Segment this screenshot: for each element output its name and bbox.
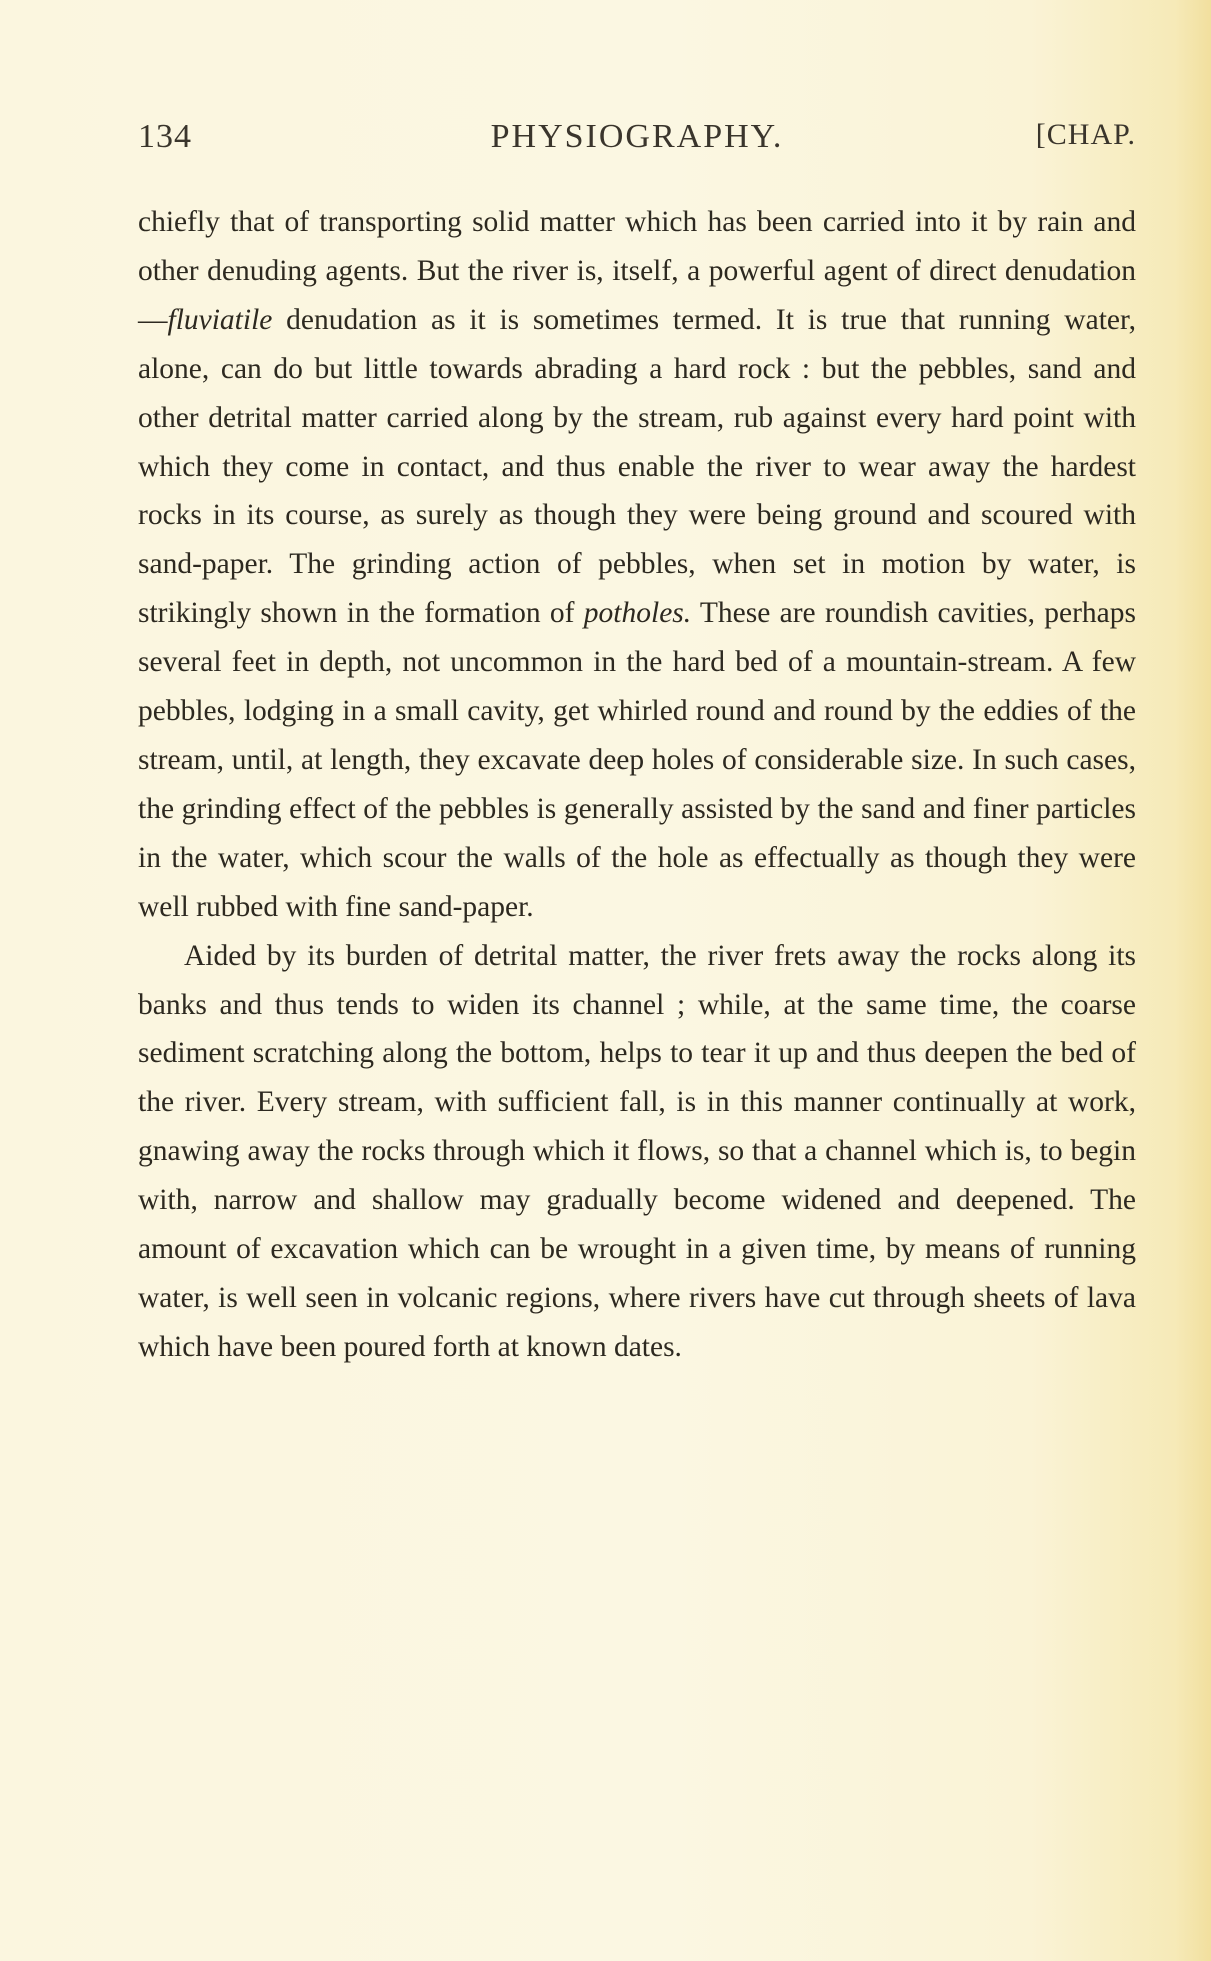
italic-term-potholes: potholes. <box>583 597 692 630</box>
paragraph-1 <box>138 198 1136 932</box>
page-header <box>138 118 1136 168</box>
paragraph-2: Aided by its burden of detrital matter, the river frets away the rocks along its banks and thus tends to widen its channel ; while, at the same time, the coarse sediment scratching along the bottom, helps to tear it up and thus deepen the bed of the river. Every stream, with sufficient fall, is in this manner continually at work, gnawing away the rocks through which it flows, so that a channel which is, to begin with, narrow and shallow may gradually become widened and deepened. The amount of excavation which can be wrought in a given time, by means of running water, is well seen in volcanic regions, where rivers have cut through sheets of lava which have been poured forth at known dates. <box>138 939 1136 1363</box>
chapter-marker: [CHAP. <box>1035 118 1136 151</box>
italic-term-fluviatile: fluviatile <box>167 303 273 336</box>
running-title: PHYSIOGRAPHY. <box>490 118 784 155</box>
paragraph-1-part-3: These are roundish cavities, perhaps several feet in depth, not uncommon in the hard bed of a mountain-stream. A few pebbles, lodging in a small cavity, get whirled round and round by the eddies of the stream, until, at length, they excavate deep holes of considerable size. In such cases, the grinding effect of the pebbles is generally assisted by the sand and finer particles in the water, which scour the walls of the hole as effectually as though they were well rubbed with fine sand-paper. <box>138 597 1136 923</box>
body-text <box>138 198 1136 1372</box>
page-number: 134 <box>138 118 192 155</box>
paragraph-1-part-2: denudation as it is sometimes termed. It is true that running water, alone, can do but little towards abrading a hard rock : but the pebbles, sand and other detrital matter carried along by the stream, rub against every hard point with which they come in contact, and thus enable the river to wear away the hardest rocks in its course, as surely as though they were being ground and scoured with sand-paper. The grinding action of pebbles, when set in motion by water, is strikingly shown in the formation of <box>138 303 1136 630</box>
paragraph-1-part-1: chiefly that of transporting solid matter which has been carried into it by rain and other denuding agents. But the river is, itself, a powerful agent of direct denudation— <box>138 206 1136 336</box>
